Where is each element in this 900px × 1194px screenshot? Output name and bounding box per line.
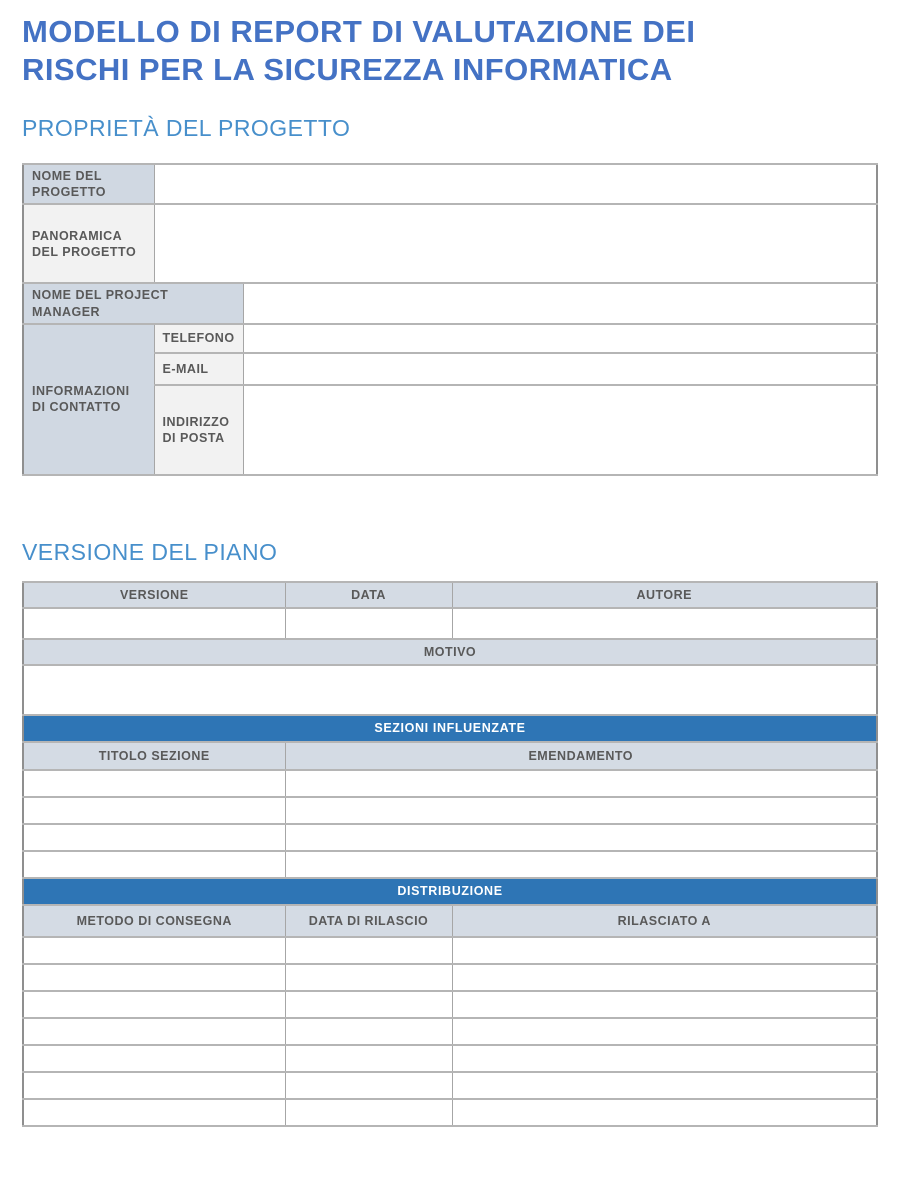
page-title — [22, 0, 878, 90]
mail-address-input-cell[interactable] — [243, 385, 877, 475]
released-to-input-cell[interactable] — [452, 1072, 877, 1099]
plan-version-table — [22, 581, 878, 1127]
released-to-input-cell[interactable] — [452, 1045, 877, 1072]
reason-input-cell[interactable] — [23, 665, 877, 715]
date-input-cell[interactable] — [285, 608, 452, 639]
project-properties-table — [22, 163, 878, 476]
project-name-label: NOME DEL PROGETTO — [23, 164, 154, 205]
phone-label: TELEFONO — [154, 324, 243, 353]
released-to-input-cell[interactable] — [452, 991, 877, 1018]
section-title-input-cell[interactable] — [23, 770, 285, 797]
reason-header: MOTIVO — [23, 639, 877, 665]
project-overview-input-cell[interactable] — [154, 204, 877, 283]
project-overview-label: PANORAMICA DEL PROGETTO — [23, 204, 154, 283]
release-date-input-cell[interactable] — [285, 1099, 452, 1126]
page-title-line1: MODELLO DI REPORT DI VALUTAZIONE DEI — [22, 14, 696, 49]
delivery-method-input-cell[interactable] — [23, 1045, 285, 1072]
amendment-input-cell[interactable] — [285, 797, 877, 824]
email-input-cell[interactable] — [243, 353, 877, 385]
section-title-input-cell[interactable] — [23, 851, 285, 878]
section-heading-project-properties: PROPRIETÀ DEL PROGETTO — [22, 114, 351, 141]
delivery-method-input-cell[interactable] — [23, 937, 285, 964]
date-column-header: DATA — [285, 582, 452, 608]
mail-address-label: INDIRIZZO DI POSTA — [154, 385, 243, 475]
release-date-input-cell[interactable] — [285, 964, 452, 991]
distribution-band: DISTRIBUZIONE — [23, 878, 877, 905]
email-label: E-MAIL — [154, 353, 243, 385]
delivery-method-input-cell[interactable] — [23, 1099, 285, 1126]
version-input-cell[interactable] — [23, 608, 285, 639]
version-column-header: VERSIONE — [23, 582, 285, 608]
contact-info-label: INFORMAZIONI DI CONTATTO — [23, 324, 154, 475]
author-input-cell[interactable] — [452, 608, 877, 639]
project-name-input-cell[interactable] — [154, 164, 877, 205]
author-column-header: AUTORE — [452, 582, 877, 608]
page-title-line2: RISCHI PER LA SICUREZZA INFORMATICA — [22, 52, 673, 88]
release-date-input-cell[interactable] — [285, 1018, 452, 1045]
released-to-input-cell[interactable] — [452, 1018, 877, 1045]
project-manager-label: NOME DEL PROJECT MANAGER — [23, 283, 243, 324]
released-to-input-cell[interactable] — [452, 964, 877, 991]
amendment-column-header: EMENDAMENTO — [285, 742, 877, 770]
released-to-input-cell[interactable] — [452, 1099, 877, 1126]
delivery-method-input-cell[interactable] — [23, 991, 285, 1018]
section-title-column-header: TITOLO SEZIONE — [23, 742, 285, 770]
amendment-input-cell[interactable] — [285, 851, 877, 878]
phone-input-cell[interactable] — [243, 324, 877, 353]
released-to-input-cell[interactable] — [452, 937, 877, 964]
section-heading-plan-version: VERSIONE DEL PIANO — [22, 538, 278, 565]
release-date-column-header: DATA DI RILASCIO — [285, 905, 452, 937]
amendment-input-cell[interactable] — [285, 770, 877, 797]
section-title-input-cell[interactable] — [23, 824, 285, 851]
release-date-input-cell[interactable] — [285, 937, 452, 964]
release-date-input-cell[interactable] — [285, 1072, 452, 1099]
released-to-column-header: RILASCIATO A — [452, 905, 877, 937]
release-date-input-cell[interactable] — [285, 991, 452, 1018]
delivery-method-input-cell[interactable] — [23, 964, 285, 991]
section-title-input-cell[interactable] — [23, 797, 285, 824]
affected-sections-band: SEZIONI INFLUENZATE — [23, 715, 877, 742]
delivery-method-input-cell[interactable] — [23, 1018, 285, 1045]
release-date-input-cell[interactable] — [285, 1045, 452, 1072]
amendment-input-cell[interactable] — [285, 824, 877, 851]
project-manager-input-cell[interactable] — [243, 283, 877, 324]
delivery-method-column-header: METODO DI CONSEGNA — [23, 905, 285, 937]
delivery-method-input-cell[interactable] — [23, 1072, 285, 1099]
